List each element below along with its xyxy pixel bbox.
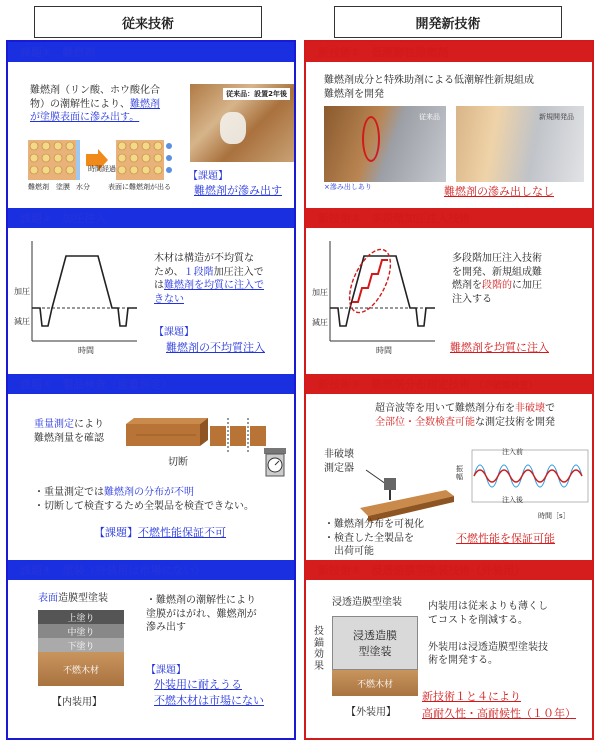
new-tech-4-description: 内装用は従来よりも薄くし てコストを削減する。 外装用は浸透造膜型塗装技 術を開発する。: [428, 601, 548, 666]
nondestructive-device-illustration: [356, 464, 456, 524]
penetrating-coating-layer: 浸透造膜 型塗装: [332, 616, 418, 670]
multi-stage-pressure-chart: [320, 236, 440, 356]
legend-coating: 塗膜: [56, 183, 70, 191]
time-passage-label: 時間経過: [88, 165, 116, 173]
new-tech-2-header: 新技術② 多段階加圧注入技術: [306, 208, 592, 228]
conventional-tech-title: 従来技術: [34, 6, 262, 38]
conventional-sample-label: 従来品: [419, 113, 440, 121]
new-tech-title: 開発新技術: [334, 6, 562, 38]
issue-3-result: 【課題】不燃性能保証不可: [94, 526, 226, 539]
device-label: 非破壊 測定器: [324, 449, 354, 474]
new-tech-4-result-2: 高耐久性・高耐候性（１０年）: [422, 707, 576, 720]
issue-2-header: 課題② 加圧注入: [8, 208, 294, 228]
y-axis-depressurize: 減圧: [14, 317, 30, 326]
issue-1-header: 課題① 難燃剤: [8, 42, 294, 62]
issue-4-header: 課題④ 塗装（外装用は市場にない）: [8, 560, 294, 580]
issue-2-section: [8, 208, 294, 368]
exterior-coating-title: 浸透造膜型塗装: [332, 597, 402, 608]
graph-x-label: 時間［s］: [538, 512, 570, 520]
new-tech-3-header: 新技術③ 難燃剤分布測定技術 （非破壊検査）: [306, 374, 592, 394]
exterior-fire-resistant-wood: 不燃木材: [332, 670, 418, 696]
new-product-photo: [456, 106, 584, 182]
issue-4-section: [8, 560, 294, 740]
new-tech-4-section: [306, 560, 592, 740]
cut-label: 切断: [168, 457, 188, 468]
new-tech-2-result: 難燃剤を均質に注入: [450, 341, 549, 354]
graph-label-before: 注入前: [502, 448, 523, 456]
interior-coating-layers: [38, 610, 124, 686]
legend-retardant: 難燃剤: [28, 183, 49, 191]
issue-4-text-2: 不燃木材は市場にない: [154, 694, 264, 707]
interior-caption: 【内装用】: [52, 697, 102, 708]
new-tech-4-result-1: 新技術１と４により: [422, 690, 521, 703]
weight-inspection-illustration: [126, 412, 294, 490]
exterior-caption: 【外装用】: [346, 707, 396, 718]
issue-4-text-1: 外装用に耐えうる: [154, 678, 242, 691]
leaching-note: ×滲み出しあり: [324, 183, 372, 191]
issue-2-description: 木材は構造が不均質な ため、１段階加圧注入で は難燃剤を均質に注入で きない: [154, 253, 264, 305]
issue-1-label: 【課題】: [188, 171, 228, 182]
new-tech-2-section: [306, 208, 592, 368]
legend-surface: 表面に難燃剤が出る: [108, 183, 171, 191]
leaching-circle: [362, 116, 380, 162]
y-axis-depressurize: 減圧: [312, 318, 328, 327]
ultrasonic-waveform-graph: [462, 446, 592, 510]
new-tech-1-header: 新技術① 低潮解性難燃剤: [306, 42, 592, 62]
y-axis-pressurize: 加圧: [14, 287, 30, 296]
issue-2-text: 難燃剤の不均質注入: [166, 341, 265, 354]
new-product-label: 新規開発品: [539, 113, 574, 121]
leaching-stain: [220, 112, 246, 144]
new-tech-1-description: 難燃剤成分と特殊助剤による低潮解性新規組成 難燃剤を開発: [324, 75, 534, 100]
issue-3-bullets: ・重量測定では難燃剤の分布が不明 ・切断して検査するため全製品を検査できない。: [34, 487, 254, 512]
x-axis-time: 時間: [78, 346, 94, 355]
new-tech-2-description: 多段階加圧注入技術 を開発、新規組成難 燃剤を段階的に加圧 注入する: [452, 253, 542, 305]
issue-2-label: 【課題】: [154, 327, 194, 338]
issue-3-header: 課題③ 製品検査（重量測定）: [8, 374, 294, 394]
graph-y-label: 振幅: [456, 465, 463, 481]
issue-1-description: 難燃剤（リン酸、ホウ酸化合 物）の潮解性により、難燃剤 が塗膜表面に滲み出す。: [30, 85, 160, 123]
photo-label: 従来品：設置2年後: [223, 88, 290, 100]
conventional-product-photo: [190, 84, 294, 162]
conventional-sample-photo: [324, 106, 446, 182]
issue-1-text: 難燃剤が滲み出す: [194, 184, 282, 197]
anchor-effect-label: 投 錨 効 果: [314, 626, 324, 672]
issue-4-description: ・難燃剤の潮解性により 塗膜がはがれ、難燃剤が 滲み出す: [146, 595, 257, 633]
layer-under-coat: 下塗り: [38, 638, 124, 652]
layer-middle-coat: 中塗り: [38, 624, 124, 638]
new-tech-4-header: 新技術④ 浸透造膜型塗装技術（外装用）: [306, 560, 592, 580]
single-stage-pressure-chart: [22, 236, 142, 356]
graph-label-after: 注入後: [502, 496, 523, 504]
new-tech-3-section: [306, 374, 592, 556]
issue-4-label: 【課題】: [146, 665, 186, 676]
layer-top-coat: 上塗り: [38, 610, 124, 624]
new-tech-3-bullets: ・難燃剤分布を可視化 ・検査した全製品を 出荷可能: [324, 519, 424, 557]
new-tech-1-section: [306, 42, 592, 202]
layer-fire-resistant-wood: 不燃木材: [38, 652, 124, 686]
exterior-coating-layers: [332, 616, 418, 700]
conventional-tech-column: [6, 40, 296, 740]
interior-coating-title: 表面造膜型塗装: [38, 593, 108, 604]
legend-water: 水分: [76, 183, 90, 191]
new-tech-column: [304, 40, 594, 740]
new-tech-1-result: 難燃剤の滲み出しなし: [444, 185, 554, 198]
x-axis-time: 時間: [376, 346, 392, 355]
y-axis-pressurize: 加圧: [312, 288, 328, 297]
issue-1-section: [8, 42, 294, 202]
new-tech-3-description: 超音波等を用いて難燃剤分布を非破壊で 全部位・全数検査可能な測定技術を開発: [375, 403, 555, 428]
issue-3-description: 重量測定により 難燃剤量を確認: [34, 419, 104, 444]
issue-3-section: [8, 374, 294, 556]
new-tech-3-result: 不燃性能を保証可能: [456, 532, 555, 545]
